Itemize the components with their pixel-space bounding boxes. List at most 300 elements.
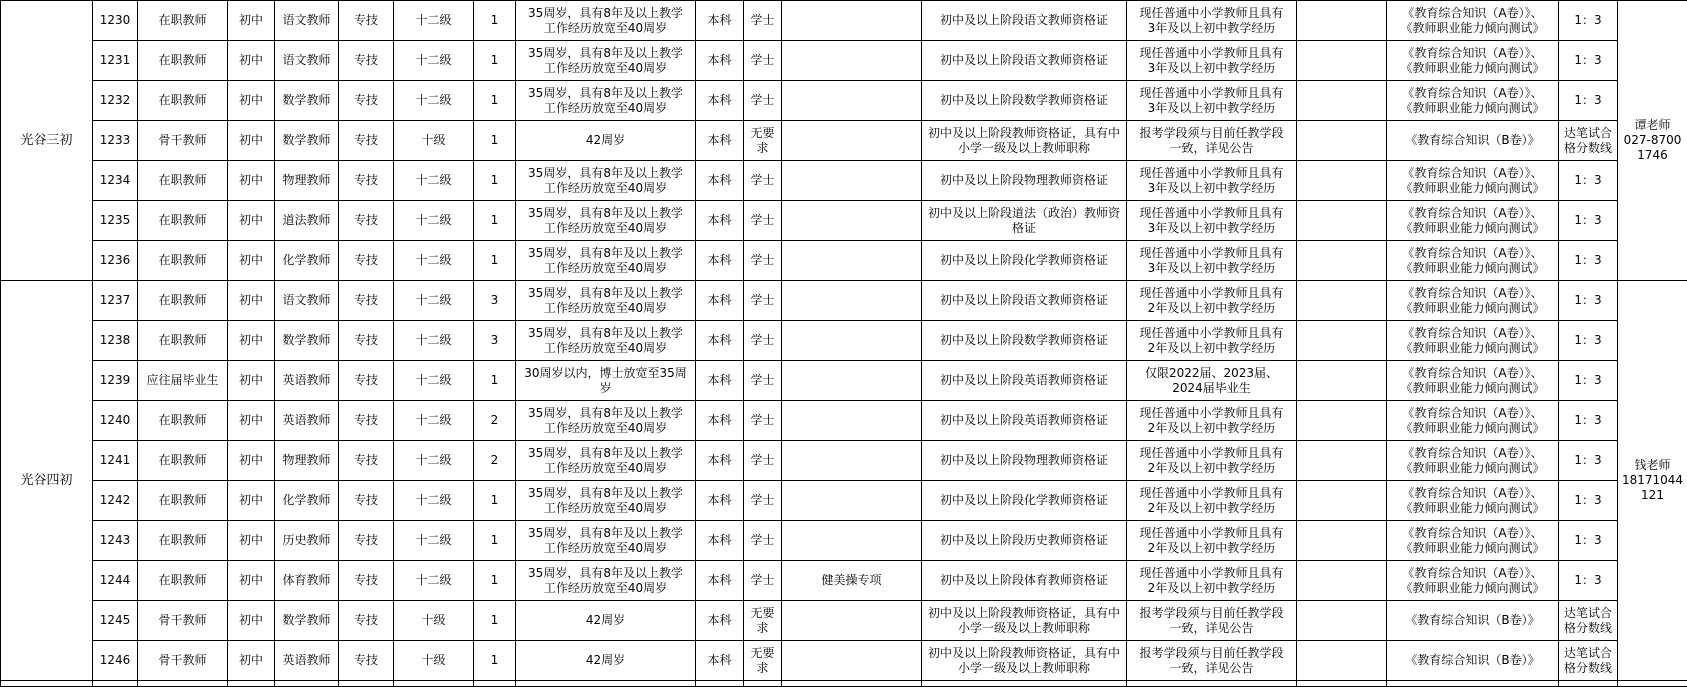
blank-cell xyxy=(1297,641,1387,681)
blank-cell xyxy=(1297,361,1387,401)
certificate-cell: 初中及以上阶段语文教师资格证 xyxy=(922,41,1127,81)
empty-cell xyxy=(138,681,228,687)
post-name-cell: 英语教师 xyxy=(275,401,339,441)
other-requirement-line: 报考学段须与目前任教学段 xyxy=(1129,646,1294,661)
certificate-cell: 初中及以上阶段英语教师资格证 xyxy=(922,361,1127,401)
school-stage-cell: 初中 xyxy=(228,281,275,321)
age-requirement-line: 35周岁，具有8年及以上教学 xyxy=(518,86,693,101)
exam-subject-cell xyxy=(1387,241,1559,281)
post-code-cell: 1235 xyxy=(93,201,138,241)
other-requirement-line: 2年及以上初中教学经历 xyxy=(1129,421,1294,436)
other-requirement-line: 现任普通中小学教师且具有 xyxy=(1129,206,1294,221)
age-requirement-line: 岁 xyxy=(518,381,693,396)
age-requirement-line: 工作经历放宽至40周岁 xyxy=(518,61,693,76)
age-requirement-line: 42周岁 xyxy=(518,653,693,668)
blank-cell xyxy=(1297,481,1387,521)
other-requirement-line: 一致，详见公告 xyxy=(1129,141,1294,156)
education-cell: 本科 xyxy=(696,41,744,81)
blank-cell xyxy=(1297,601,1387,641)
blank-cell xyxy=(1297,241,1387,281)
other-requirement-line: 现任普通中小学教师且具有 xyxy=(1129,86,1294,101)
age-requirement-line: 工作经历放宽至40周岁 xyxy=(518,21,693,36)
recruit-type-cell: 在职教师 xyxy=(138,441,228,481)
other-requirement-cell xyxy=(1127,641,1297,681)
exam-subject-cell xyxy=(1387,321,1559,361)
certificate-cell: 初中及以上阶段化学教师资格证 xyxy=(922,481,1127,521)
exam-subject-line: 《教育综合知识（A卷）》、 xyxy=(1389,446,1556,461)
other-requirement-cell xyxy=(1127,401,1297,441)
table-row xyxy=(1,481,1687,521)
age-requirement-line: 35周岁，具有8年及以上教学 xyxy=(518,446,693,461)
headcount-cell: 1 xyxy=(474,1,516,41)
school-stage-cell: 初中 xyxy=(228,161,275,201)
specialty-cell xyxy=(782,161,922,201)
age-requirement-cell xyxy=(516,561,696,601)
table-row xyxy=(1,401,1687,441)
recruit-type-cell: 在职教师 xyxy=(138,321,228,361)
interview-ratio-cell: 1：3 xyxy=(1559,201,1618,241)
table-body xyxy=(1,1,1687,687)
other-requirement-line: 一致，详见公告 xyxy=(1129,621,1294,636)
post-level-cell: 十级 xyxy=(394,641,474,681)
exam-subject-line: 《教师职业能力倾向测试》 xyxy=(1389,261,1556,276)
recruit-type-cell: 应往届毕业生 xyxy=(138,361,228,401)
post-category-cell: 专技 xyxy=(339,601,394,641)
post-name-cell: 数学教师 xyxy=(275,601,339,641)
headcount-cell: 1 xyxy=(474,201,516,241)
table-row xyxy=(1,561,1687,601)
post-level-cell: 十二级 xyxy=(394,321,474,361)
other-requirement-line: 3年及以上初中教学经历 xyxy=(1129,221,1294,236)
post-category-cell: 专技 xyxy=(339,641,394,681)
other-requirement-line: 2年及以上初中教学经历 xyxy=(1129,341,1294,356)
degree-cell: 学士 xyxy=(744,481,782,521)
post-name-cell: 语文教师 xyxy=(275,1,339,41)
blank-cell xyxy=(1297,81,1387,121)
certificate-cell: 初中及以上阶段数学教师资格证 xyxy=(922,81,1127,121)
degree-cell: 学士 xyxy=(744,41,782,81)
certificate-cell: 初中及以上阶段化学教师资格证 xyxy=(922,241,1127,281)
post-code-cell: 1238 xyxy=(93,321,138,361)
post-level-cell: 十二级 xyxy=(394,161,474,201)
other-requirement-line: 报考学段须与目前任教学段 xyxy=(1129,126,1294,141)
school-stage-cell: 初中 xyxy=(228,521,275,561)
recruit-type-cell: 在职教师 xyxy=(138,201,228,241)
school-stage-cell: 初中 xyxy=(228,321,275,361)
post-category-cell: 专技 xyxy=(339,521,394,561)
certificate-cell: 初中及以上阶段物理教师资格证 xyxy=(922,441,1127,481)
other-requirement-line: 一致，详见公告 xyxy=(1129,661,1294,676)
empty-cell xyxy=(744,681,782,687)
recruit-type-cell: 骨干教师 xyxy=(138,601,228,641)
other-requirement-line: 3年及以上初中教学经历 xyxy=(1129,21,1294,36)
post-name-cell: 物理教师 xyxy=(275,161,339,201)
other-requirement-line: 3年及以上初中教学经历 xyxy=(1129,261,1294,276)
post-category-cell: 专技 xyxy=(339,241,394,281)
age-requirement-cell xyxy=(516,201,696,241)
exam-subject-line: 《教师职业能力倾向测试》 xyxy=(1389,581,1556,596)
post-level-cell: 十二级 xyxy=(394,281,474,321)
post-category-cell: 专技 xyxy=(339,81,394,121)
post-code-cell: 1232 xyxy=(93,81,138,121)
degree-cell: 学士 xyxy=(744,361,782,401)
education-cell: 本科 xyxy=(696,641,744,681)
recruit-type-cell: 骨干教师 xyxy=(138,641,228,681)
headcount-cell: 2 xyxy=(474,441,516,481)
post-code-cell: 1243 xyxy=(93,521,138,561)
specialty-cell xyxy=(782,321,922,361)
school-stage-cell: 初中 xyxy=(228,641,275,681)
education-cell: 本科 xyxy=(696,201,744,241)
school-stage-cell: 初中 xyxy=(228,441,275,481)
school-stage-cell: 初中 xyxy=(228,1,275,41)
degree-cell: 学士 xyxy=(744,521,782,561)
school-stage-cell: 初中 xyxy=(228,241,275,281)
other-requirement-cell xyxy=(1127,521,1297,561)
exam-subject-line: 《教师职业能力倾向测试》 xyxy=(1389,541,1556,556)
interview-ratio-cell: 1：3 xyxy=(1559,81,1618,121)
headcount-cell: 1 xyxy=(474,561,516,601)
blank-cell xyxy=(1297,161,1387,201)
age-requirement-cell xyxy=(516,81,696,121)
certificate-cell: 初中及以上阶段物理教师资格证 xyxy=(922,161,1127,201)
age-requirement-cell xyxy=(516,361,696,401)
school-stage-cell: 初中 xyxy=(228,81,275,121)
empty-cell xyxy=(1,681,93,687)
other-requirement-cell xyxy=(1127,241,1297,281)
post-category-cell: 专技 xyxy=(339,401,394,441)
post-level-cell: 十二级 xyxy=(394,1,474,41)
age-requirement-line: 35周岁，具有8年及以上教学 xyxy=(518,406,693,421)
specialty-cell xyxy=(782,641,922,681)
age-requirement-cell xyxy=(516,121,696,161)
recruit-type-cell: 在职教师 xyxy=(138,281,228,321)
other-requirement-cell xyxy=(1127,81,1297,121)
post-code-cell: 1236 xyxy=(93,241,138,281)
education-cell: 本科 xyxy=(696,481,744,521)
post-level-cell: 十级 xyxy=(394,121,474,161)
table-row xyxy=(1,601,1687,641)
school-stage-cell: 初中 xyxy=(228,361,275,401)
age-requirement-line: 42周岁 xyxy=(518,133,693,148)
specialty-cell xyxy=(782,121,922,161)
post-code-cell: 1241 xyxy=(93,441,138,481)
recruit-type-cell: 在职教师 xyxy=(138,401,228,441)
education-cell: 本科 xyxy=(696,441,744,481)
empty-cell xyxy=(93,681,138,687)
table-row xyxy=(1,361,1687,401)
blank-cell xyxy=(1297,441,1387,481)
post-code-cell: 1246 xyxy=(93,641,138,681)
other-requirement-line: 2024届毕业生 xyxy=(1129,381,1294,396)
other-requirement-line: 2年及以上初中教学经历 xyxy=(1129,301,1294,316)
table-row xyxy=(1,121,1687,161)
exam-subject-line: 《教育综合知识（A卷）》、 xyxy=(1389,326,1556,341)
exam-subject-line: 《教师职业能力倾向测试》 xyxy=(1389,341,1556,356)
interview-ratio-cell: 1：3 xyxy=(1559,281,1618,321)
specialty-cell xyxy=(782,241,922,281)
table-row xyxy=(1,321,1687,361)
post-name-cell: 语文教师 xyxy=(275,41,339,81)
school-stage-cell: 初中 xyxy=(228,121,275,161)
post-code-cell: 1239 xyxy=(93,361,138,401)
exam-subject-cell xyxy=(1387,561,1559,601)
headcount-cell: 3 xyxy=(474,281,516,321)
age-requirement-cell xyxy=(516,41,696,81)
interview-ratio-cell: 1：3 xyxy=(1559,241,1618,281)
post-code-cell: 1237 xyxy=(93,281,138,321)
interview-ratio-cell: 1：3 xyxy=(1559,361,1618,401)
other-requirement-cell xyxy=(1127,41,1297,81)
interview-ratio-cell: 1：3 xyxy=(1559,321,1618,361)
certificate-cell: 初中及以上阶段教师资格证，具有中小学一级及以上教师职称 xyxy=(922,601,1127,641)
other-requirement-cell xyxy=(1127,121,1297,161)
blank-cell xyxy=(1297,121,1387,161)
contact-cell xyxy=(1618,281,1687,681)
education-cell: 本科 xyxy=(696,521,744,561)
post-code-cell: 1242 xyxy=(93,481,138,521)
other-requirement-cell xyxy=(1127,201,1297,241)
age-requirement-cell xyxy=(516,241,696,281)
education-cell: 本科 xyxy=(696,241,744,281)
age-requirement-line: 35周岁，具有8年及以上教学 xyxy=(518,566,693,581)
blank-cell xyxy=(1297,1,1387,41)
age-requirement-line: 工作经历放宽至40周岁 xyxy=(518,341,693,356)
exam-subject-cell xyxy=(1387,641,1559,681)
empty-cell xyxy=(394,681,474,687)
interview-ratio-cell: 1：3 xyxy=(1559,1,1618,41)
age-requirement-line: 工作经历放宽至40周岁 xyxy=(518,461,693,476)
post-level-cell: 十二级 xyxy=(394,81,474,121)
other-requirement-cell xyxy=(1127,481,1297,521)
post-level-cell: 十二级 xyxy=(394,441,474,481)
headcount-cell: 1 xyxy=(474,161,516,201)
other-requirement-line: 现任普通中小学教师且具有 xyxy=(1129,166,1294,181)
exam-subject-cell xyxy=(1387,601,1559,641)
post-name-cell: 英语教师 xyxy=(275,361,339,401)
education-cell: 本科 xyxy=(696,161,744,201)
other-requirement-line: 现任普通中小学教师且具有 xyxy=(1129,486,1294,501)
empty-cell xyxy=(275,681,339,687)
post-category-cell: 专技 xyxy=(339,441,394,481)
interview-ratio-cell: 达笔试合格分数线 xyxy=(1559,121,1618,161)
other-requirement-line: 现任普通中小学教师且具有 xyxy=(1129,526,1294,541)
recruit-type-cell: 在职教师 xyxy=(138,81,228,121)
post-name-cell: 化学教师 xyxy=(275,481,339,521)
exam-subject-cell xyxy=(1387,481,1559,521)
education-cell: 本科 xyxy=(696,361,744,401)
age-requirement-line: 工作经历放宽至40周岁 xyxy=(518,261,693,276)
exam-subject-line: 《教育综合知识（A卷）》、 xyxy=(1389,46,1556,61)
specialty-cell xyxy=(782,481,922,521)
post-category-cell: 专技 xyxy=(339,1,394,41)
exam-subject-line: 《教育综合知识（A卷）》、 xyxy=(1389,166,1556,181)
age-requirement-line: 35周岁，具有8年及以上教学 xyxy=(518,526,693,541)
table-row xyxy=(1,161,1687,201)
headcount-cell: 1 xyxy=(474,641,516,681)
interview-ratio-cell: 达笔试合格分数线 xyxy=(1559,641,1618,681)
table-row xyxy=(1,1,1687,41)
exam-subject-line: 《教育综合知识（A卷）》、 xyxy=(1389,6,1556,21)
other-requirement-line: 现任普通中小学教师且具有 xyxy=(1129,286,1294,301)
table-row xyxy=(1,41,1687,81)
age-requirement-line: 工作经历放宽至40周岁 xyxy=(518,101,693,116)
certificate-cell: 初中及以上阶段教师资格证，具有中小学一级及以上教师职称 xyxy=(922,641,1127,681)
exam-subject-cell xyxy=(1387,281,1559,321)
specialty-cell xyxy=(782,441,922,481)
post-category-cell: 专技 xyxy=(339,201,394,241)
certificate-cell: 初中及以上阶段历史教师资格证 xyxy=(922,521,1127,561)
blank-cell xyxy=(1297,321,1387,361)
specialty-cell xyxy=(782,601,922,641)
education-cell: 本科 xyxy=(696,561,744,601)
post-code-cell: 1231 xyxy=(93,41,138,81)
education-cell: 本科 xyxy=(696,281,744,321)
headcount-cell: 1 xyxy=(474,121,516,161)
post-level-cell: 十二级 xyxy=(394,241,474,281)
post-category-cell: 专技 xyxy=(339,561,394,601)
other-requirement-cell xyxy=(1127,161,1297,201)
empty-cell xyxy=(1127,681,1297,687)
exam-subject-cell xyxy=(1387,161,1559,201)
post-code-cell: 1244 xyxy=(93,561,138,601)
exam-subject-line: 《教育综合知识（B卷）》 xyxy=(1389,613,1556,628)
age-requirement-line: 35周岁，具有8年及以上教学 xyxy=(518,6,693,21)
post-category-cell: 专技 xyxy=(339,361,394,401)
degree-cell: 学士 xyxy=(744,281,782,321)
other-requirement-line: 3年及以上初中教学经历 xyxy=(1129,181,1294,196)
exam-subject-line: 《教育综合知识（A卷）》、 xyxy=(1389,566,1556,581)
exam-subject-line: 《教师职业能力倾向测试》 xyxy=(1389,501,1556,516)
exam-subject-cell xyxy=(1387,401,1559,441)
specialty-cell xyxy=(782,521,922,561)
age-requirement-line: 35周岁，具有8年及以上教学 xyxy=(518,206,693,221)
education-cell: 本科 xyxy=(696,321,744,361)
other-requirement-line: 现任普通中小学教师且具有 xyxy=(1129,326,1294,341)
post-level-cell: 十二级 xyxy=(394,561,474,601)
exam-subject-line: 《教师职业能力倾向测试》 xyxy=(1389,381,1556,396)
post-category-cell: 专技 xyxy=(339,161,394,201)
age-requirement-line: 工作经历放宽至40周岁 xyxy=(518,181,693,196)
recruit-type-cell: 在职教师 xyxy=(138,561,228,601)
interview-ratio-cell: 1：3 xyxy=(1559,161,1618,201)
education-cell: 本科 xyxy=(696,401,744,441)
blank-cell xyxy=(1297,401,1387,441)
exam-subject-cell xyxy=(1387,41,1559,81)
post-name-cell: 体育教师 xyxy=(275,561,339,601)
recruit-type-cell: 在职教师 xyxy=(138,1,228,41)
recruit-type-cell: 骨干教师 xyxy=(138,121,228,161)
empty-cell xyxy=(516,681,696,687)
age-requirement-line: 工作经历放宽至40周岁 xyxy=(518,301,693,316)
certificate-cell: 初中及以上阶段语文教师资格证 xyxy=(922,1,1127,41)
degree-cell: 学士 xyxy=(744,1,782,41)
other-requirement-line: 2年及以上初中教学经历 xyxy=(1129,501,1294,516)
post-name-cell: 数学教师 xyxy=(275,121,339,161)
contact-name: 谭老师 xyxy=(1620,118,1685,133)
age-requirement-cell xyxy=(516,1,696,41)
exam-subject-cell xyxy=(1387,1,1559,41)
table-row xyxy=(1,521,1687,561)
age-requirement-cell xyxy=(516,641,696,681)
headcount-cell: 2 xyxy=(474,401,516,441)
age-requirement-line: 工作经历放宽至40周岁 xyxy=(518,581,693,596)
specialty-cell xyxy=(782,281,922,321)
post-level-cell: 十二级 xyxy=(394,41,474,81)
exam-subject-line: 《教育综合知识（A卷）》、 xyxy=(1389,526,1556,541)
empty-cell xyxy=(339,681,394,687)
other-requirement-line: 现任普通中小学教师且具有 xyxy=(1129,566,1294,581)
age-requirement-line: 工作经历放宽至40周岁 xyxy=(518,501,693,516)
specialty-cell xyxy=(782,361,922,401)
specialty-cell: 健美操专项 xyxy=(782,561,922,601)
exam-subject-cell xyxy=(1387,201,1559,241)
headcount-cell: 1 xyxy=(474,601,516,641)
exam-subject-cell xyxy=(1387,441,1559,481)
interview-ratio-cell: 1：3 xyxy=(1559,41,1618,81)
age-requirement-line: 工作经历放宽至40周岁 xyxy=(518,421,693,436)
interview-ratio-cell: 1：3 xyxy=(1559,401,1618,441)
school-name-cell: 光谷三初 xyxy=(1,1,93,281)
headcount-cell: 1 xyxy=(474,521,516,561)
empty-cell xyxy=(922,681,1127,687)
education-cell: 本科 xyxy=(696,121,744,161)
age-requirement-cell xyxy=(516,161,696,201)
specialty-cell xyxy=(782,401,922,441)
age-requirement-line: 35周岁，具有8年及以上教学 xyxy=(518,486,693,501)
certificate-cell: 初中及以上阶段数学教师资格证 xyxy=(922,321,1127,361)
recruit-type-cell: 在职教师 xyxy=(138,41,228,81)
post-code-cell: 1230 xyxy=(93,1,138,41)
school-stage-cell: 初中 xyxy=(228,561,275,601)
degree-cell: 学士 xyxy=(744,161,782,201)
age-requirement-line: 35周岁，具有8年及以上教学 xyxy=(518,286,693,301)
headcount-cell: 1 xyxy=(474,361,516,401)
degree-cell: 学士 xyxy=(744,241,782,281)
headcount-cell: 1 xyxy=(474,481,516,521)
empty-cell xyxy=(782,681,922,687)
exam-subject-line: 《教师职业能力倾向测试》 xyxy=(1389,21,1556,36)
empty-cell xyxy=(474,681,516,687)
post-name-cell: 道法教师 xyxy=(275,201,339,241)
other-requirement-cell xyxy=(1127,361,1297,401)
age-requirement-cell xyxy=(516,481,696,521)
contact-name: 钱老师 xyxy=(1620,458,1685,473)
empty-cell xyxy=(228,681,275,687)
age-requirement-line: 35周岁，具有8年及以上教学 xyxy=(518,246,693,261)
exam-subject-line: 《教育综合知识（B卷）》 xyxy=(1389,653,1556,668)
table-row xyxy=(1,201,1687,241)
interview-ratio-cell: 1：3 xyxy=(1559,521,1618,561)
exam-subject-line: 《教育综合知识（A卷）》、 xyxy=(1389,486,1556,501)
other-requirement-line: 现任普通中小学教师且具有 xyxy=(1129,6,1294,21)
empty-cell xyxy=(1297,681,1387,687)
specialty-cell xyxy=(782,81,922,121)
post-level-cell: 十二级 xyxy=(394,521,474,561)
certificate-cell: 初中及以上阶段体育教师资格证 xyxy=(922,561,1127,601)
interview-ratio-cell: 达笔试合格分数线 xyxy=(1559,601,1618,641)
exam-subject-line: 《教师职业能力倾向测试》 xyxy=(1389,301,1556,316)
empty-cell xyxy=(1559,681,1618,687)
age-requirement-line: 42周岁 xyxy=(518,613,693,628)
table-row xyxy=(1,441,1687,481)
other-requirement-line: 2年及以上初中教学经历 xyxy=(1129,581,1294,596)
other-requirement-line: 现任普通中小学教师且具有 xyxy=(1129,446,1294,461)
empty-cell xyxy=(1387,681,1559,687)
other-requirement-line: 3年及以上初中教学经历 xyxy=(1129,61,1294,76)
exam-subject-cell xyxy=(1387,361,1559,401)
school-stage-cell: 初中 xyxy=(228,201,275,241)
